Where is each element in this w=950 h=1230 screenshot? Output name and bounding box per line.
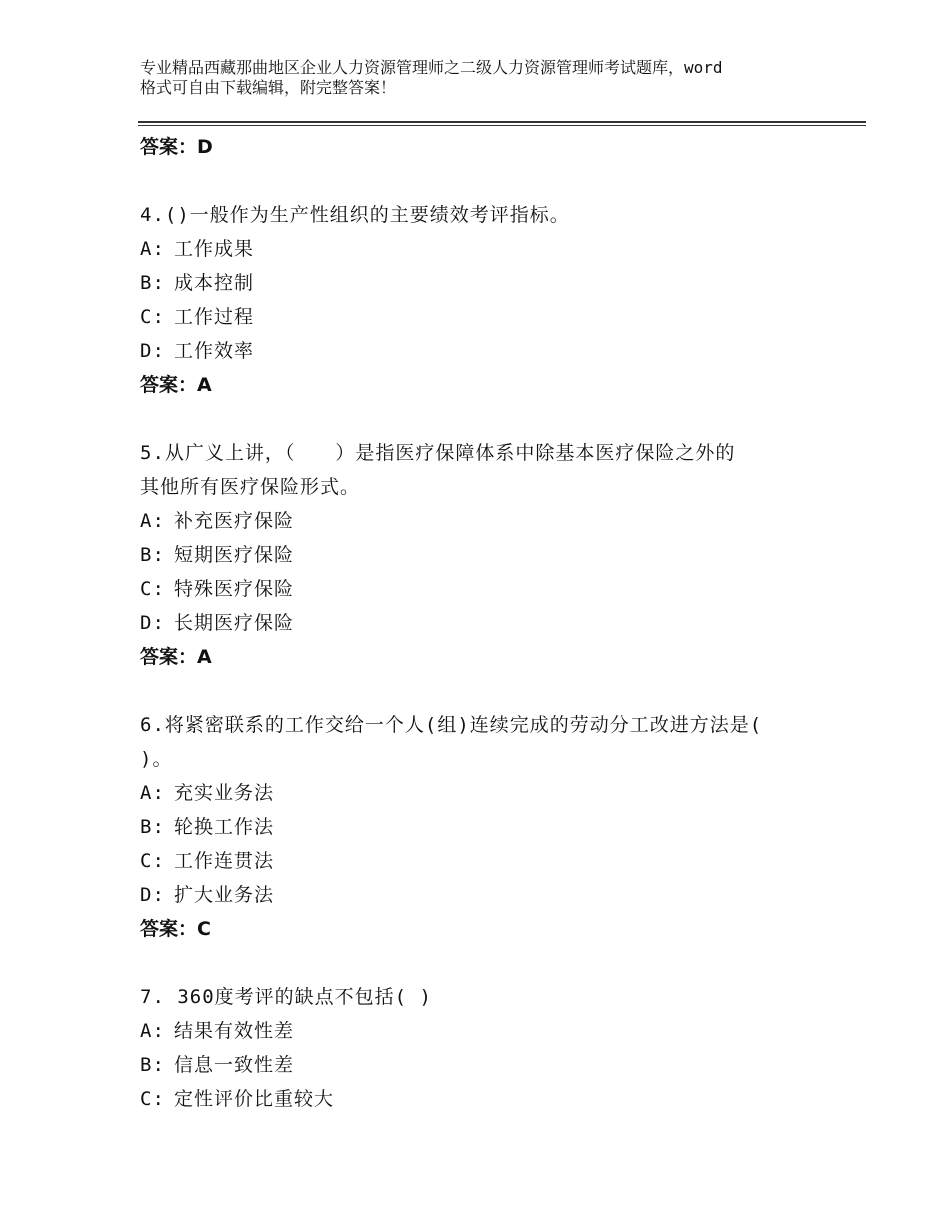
question-text: 6.将紧密联系的工作交给一个人(组)连续完成的劳动分工改进方法是( — [140, 714, 763, 736]
option-d: D: 长期医疗保险 — [140, 612, 295, 634]
header-rule-thin — [138, 125, 866, 126]
option-b: B: 轮换工作法 — [140, 816, 275, 838]
option-c: C: 工作过程 — [140, 306, 255, 328]
question-block-5 — [140, 436, 840, 674]
option-a: A: 工作成果 — [140, 238, 255, 260]
answer: 答案：A — [140, 646, 212, 668]
question-text: 5.从广义上讲，（ ）是指医疗保障体系中除基本医疗保险之外的 — [140, 442, 736, 464]
question-list — [140, 130, 840, 1116]
question-text: 4.()一般作为生产性组织的主要绩效考评指标。 — [140, 204, 570, 226]
question-block-6 — [140, 708, 840, 946]
option-c: C: 工作连贯法 — [140, 850, 275, 872]
header-line-1: 专业精品西藏那曲地区企业人力资源管理师之二级人力资源管理师考试题库，word — [140, 58, 723, 77]
option-b: B: 信息一致性差 — [140, 1054, 295, 1076]
option-d: D: 扩大业务法 — [140, 884, 275, 906]
question-block-7 — [140, 980, 840, 1116]
header-line-2: 格式可自由下载编辑，附完整答案！ — [140, 78, 397, 97]
option-c: C: 定性评价比重较大 — [140, 1088, 335, 1110]
option-a: A: 结果有效性差 — [140, 1020, 295, 1042]
question-text-cont: 其他所有医疗保险形式。 — [140, 476, 361, 498]
option-b: B: 短期医疗保险 — [140, 544, 295, 566]
option-b: B: 成本控制 — [140, 272, 255, 294]
previous-answer: 答案：D — [140, 136, 213, 158]
document-header — [140, 58, 830, 98]
option-a: A: 充实业务法 — [140, 782, 275, 804]
header-rule-thick — [138, 121, 866, 123]
option-d: D: 工作效率 — [140, 340, 255, 362]
question-text: 7. 360度考评的缺点不包括( ) — [140, 986, 432, 1008]
answer: 答案：A — [140, 374, 212, 396]
question-text-cont: )。 — [140, 748, 173, 770]
question-block-4 — [140, 198, 840, 402]
option-c: C: 特殊医疗保险 — [140, 578, 295, 600]
option-a: A: 补充医疗保险 — [140, 510, 295, 532]
answer: 答案：C — [140, 918, 211, 940]
